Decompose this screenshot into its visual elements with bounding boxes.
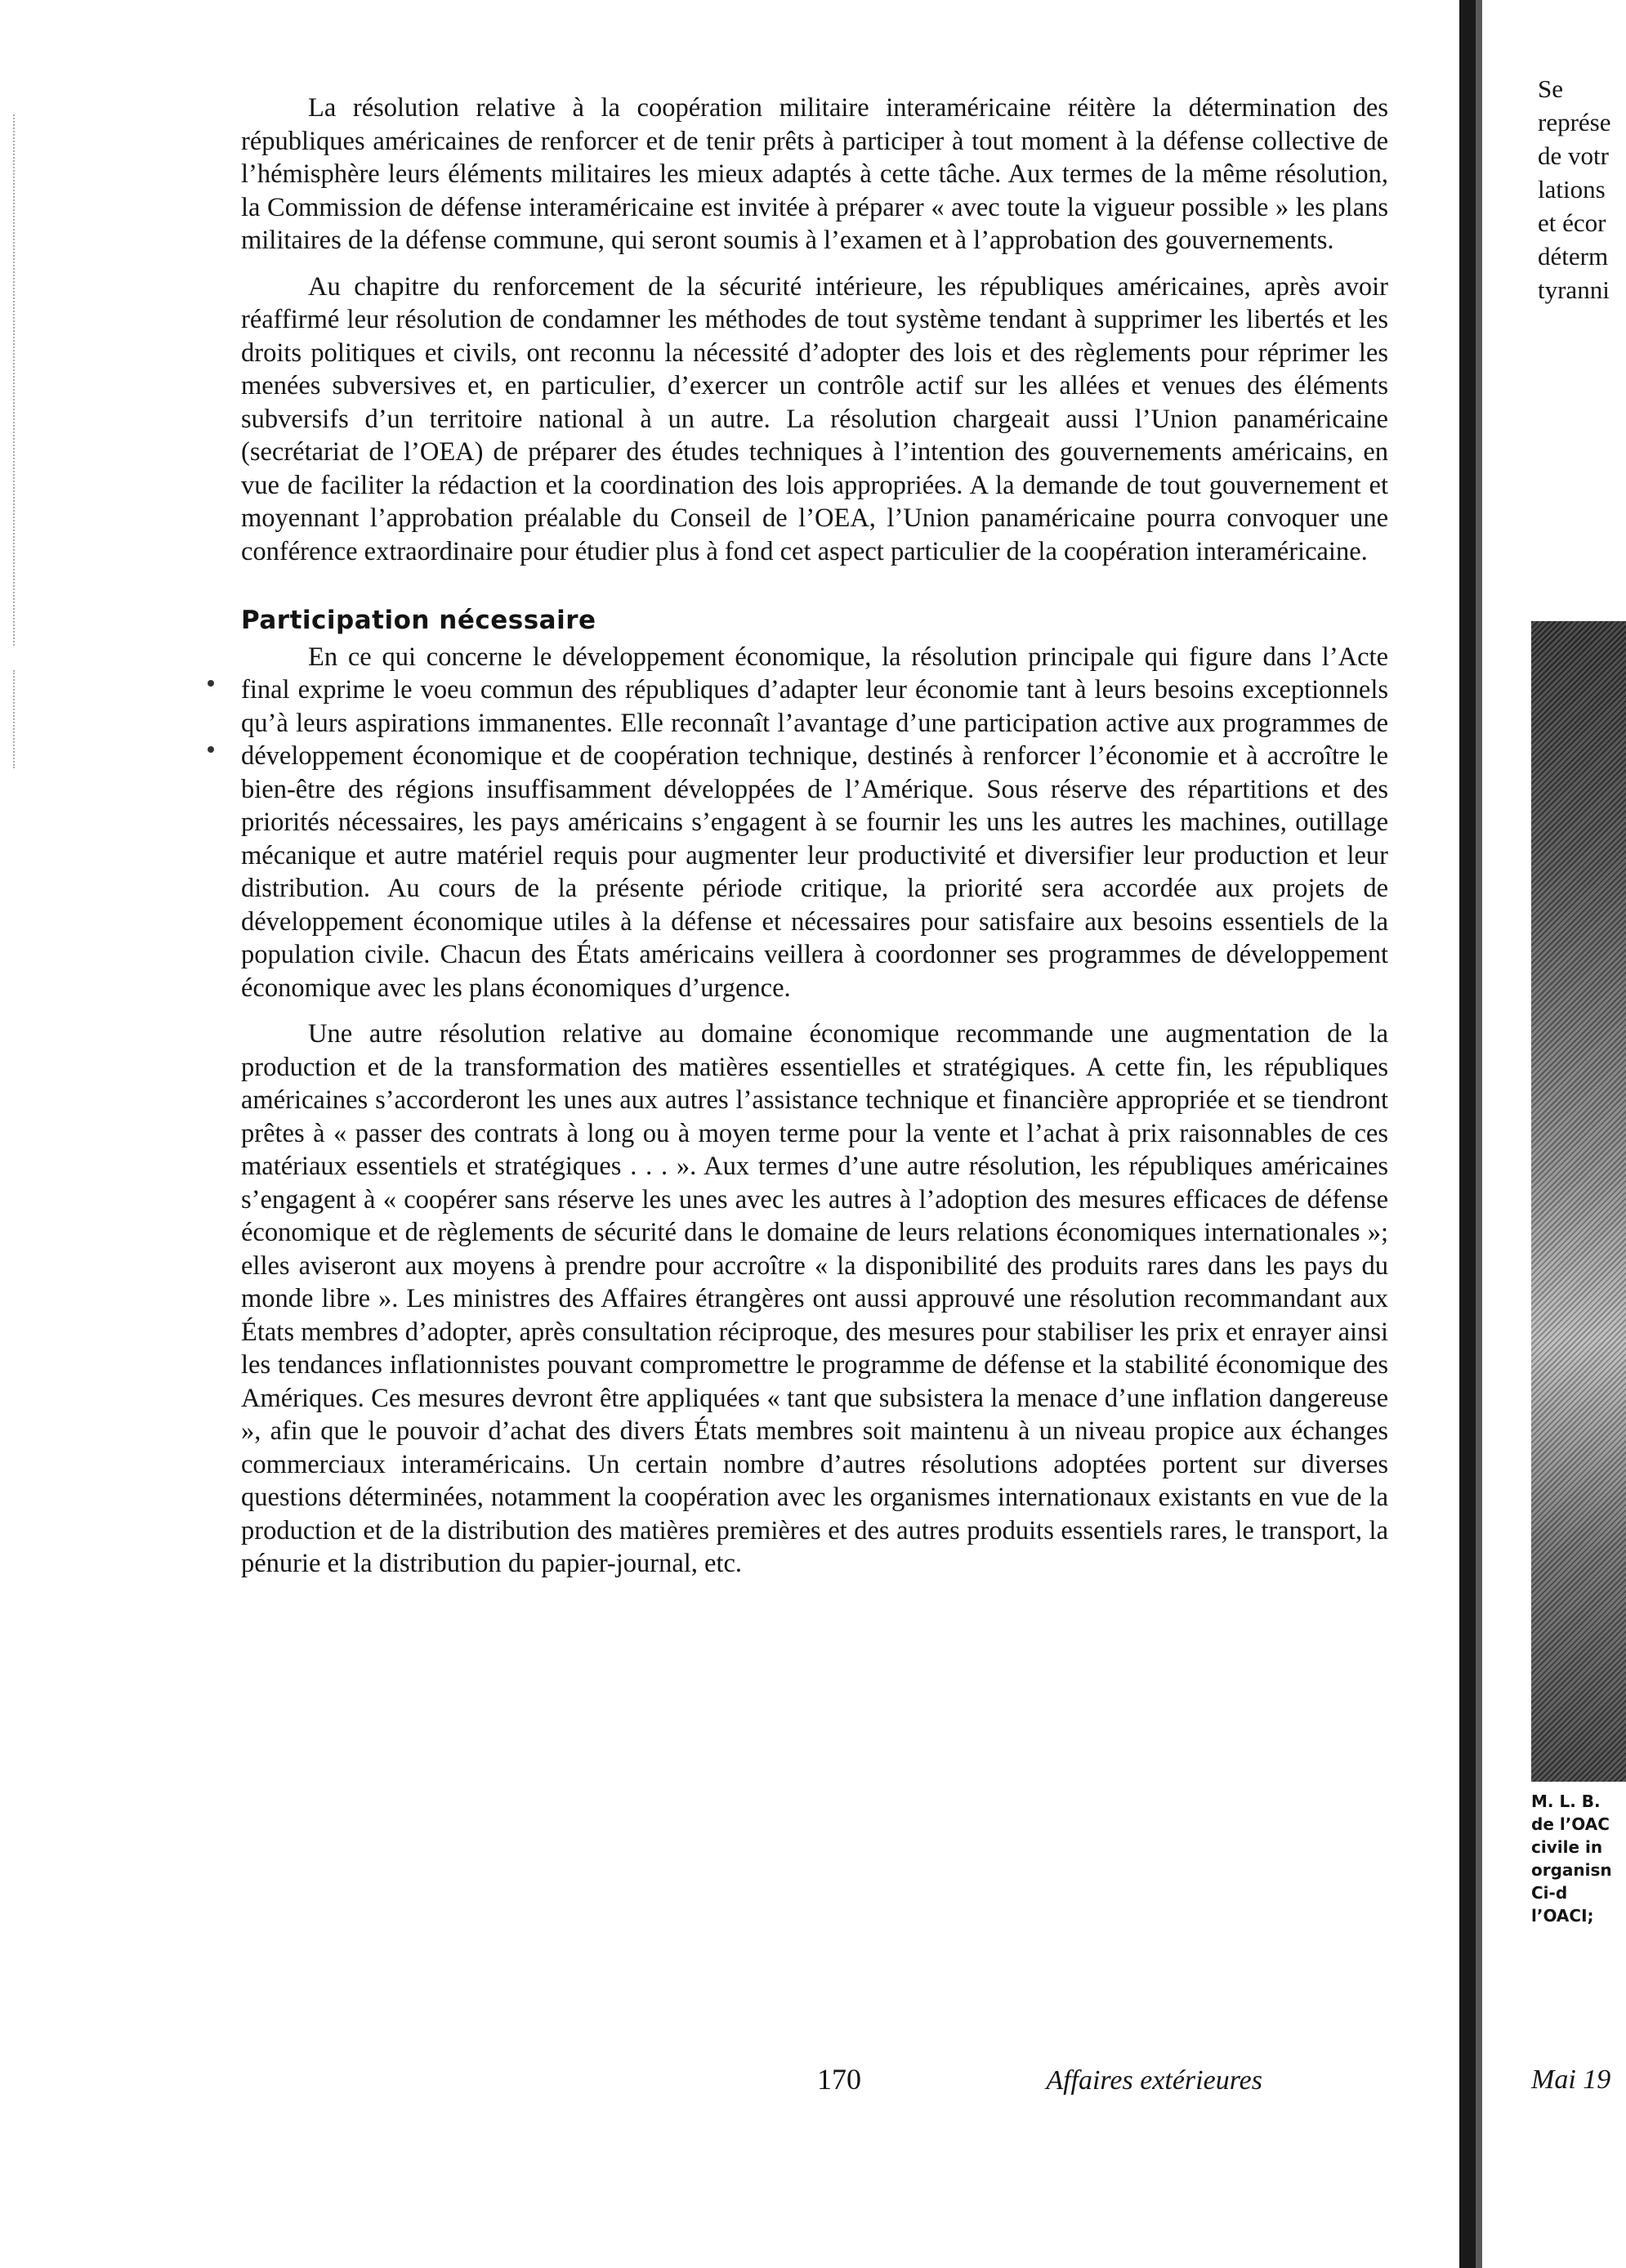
binding-dotted-line	[13, 670, 15, 768]
caption-line: l’OACI;	[1531, 1906, 1594, 1926]
paragraph-strategic-materials: Une autre résolution relative au domaine économique recommande une augmentation de la production et de la transformation des matières essentielles et stratégiques. A cette fin, les républiques américaines s’accorderont les unes aux autres l’assistance technique et financière appropriée et se tiendront prêtes à « passer des contrats à long ou à moyen terme pour la vente et l’achat à prix raisonnables de ces matériaux essentiels et stratégiques . . . ». Aux termes d’une autre résolution, les républiques américaines s’engagent à « coopérer sans réserve les unes avec les autres à l’adoption des mesures efficaces de défense économique et de règlements de sécurité dans le domaine de leurs relations économiques internationales »; elles aviseront aux moyens à prendre pour accroître « la disponibilité des produits rares dans les pays du monde libre ». Les ministres des Affaires étrangères ont aussi approuvé une résolution recommandant aux États membres d’adopter, après consultation réciproque, des mesures pour stabiliser les prix et enrayer ainsi les tendances inflationnistes pouvant compromettre le programme de défense et la stabilité économique des Amériques. Ces mesures devront être appliquées « tant que subsistera la menace d’une inflation dangereuse », afin que le pouvoir d’achat des divers États membres soit maintenu à un niveau propice aux échanges commerciaux interaméricains. Un certain nombre d’autres résolutions adoptées portent sur diverses questions déterminées, notamment la coopération avec les organismes internationaux existants en vue de la production et de la distribution des matières premières et des autres produits essentiels rares, le transport, la pénurie et la distribution du papier-journal, etc.	[241, 1019, 1388, 1578]
facing-page-footer: Mai 19	[1531, 2064, 1611, 2095]
binding-hole-mark	[208, 680, 214, 687]
binding-dotted-line	[13, 114, 15, 646]
caption-line: civile in	[1531, 1837, 1603, 1857]
facing-page-photo	[1531, 621, 1626, 1782]
facing-page	[1482, 0, 1626, 2268]
facing-text-line: de votr	[1538, 141, 1609, 170]
page-number: 170	[817, 2063, 861, 2096]
photo-caption	[1531, 1790, 1612, 1927]
facing-text-line: Se	[1538, 74, 1563, 103]
facing-text-line: représe	[1538, 108, 1611, 136]
caption-line: M. L. B.	[1531, 1792, 1601, 1811]
page-footer	[0, 2062, 1469, 2103]
caption-line: Ci-d	[1531, 1883, 1568, 1903]
book-gutter	[1459, 0, 1476, 2268]
paragraph-military-cooperation: La résolution relative à la coopération militaire interaméricaine réitère la détermination des républiques américaines de renforcer et de tenir prêts à participer à tout moment à la défense collective de l’hémisphère leurs éléments militaires les mieux adaptés à cette tâche. Aux termes de la même résolution, la Commission de défense interaméricaine est invitée à préparer « avec toute la vigueur possible » les plans militaires de la défense commune, qui seront soumis à l’examen et à l’approbation des gouvernements.	[241, 93, 1388, 255]
facing-text-line: lations	[1538, 175, 1606, 204]
publication-name: Affaires extérieures	[1046, 2065, 1262, 2096]
paragraph-economic-development: En ce qui concerne le développement économique, la résolution principale qui figure dans l’Acte final exprime le voeu commun des républiques d’adapter leur économie tant à leurs besoins exceptionnels qu’à leurs aspirations immanentes. Elle reconnaît l’avantage d’une participation active aux programmes de développement économique et de coopération technique, destinés à renforcer l’économie et à accroître le bien-être des régions insuffisamment développées de l’Amérique. Sous réserve des répartitions et des priorités nécessaires, les pays américains s’engagent à se fournir les uns les autres les machines, outillage mécanique et autre matériel requis pour augmenter leur productivité et diversifier leur production et leur distribution. Au cours de la présente période critique, la priorité sera accordée aux projets de développement économique utiles à la défense et nécessaires pour satisfaire aux besoins essentiels de la population civile. Chacun des États américains veillera à coordonner ses programmes de développement économique avec les plans économiques d’urgence.	[241, 642, 1388, 1003]
facing-page-text	[1538, 72, 1611, 306]
binding-hole-mark	[208, 746, 214, 753]
book-gutter-shadow	[1476, 0, 1482, 2268]
section-heading: Participation nécessaire	[241, 606, 596, 635]
facing-text-line: déterm	[1538, 242, 1609, 271]
caption-line: de l’OAC	[1531, 1814, 1610, 1834]
caption-line: organisn	[1531, 1860, 1612, 1880]
facing-text-line: et écor	[1538, 208, 1606, 237]
article-text-column	[241, 92, 1388, 1594]
facing-text-line: tyranni	[1538, 275, 1610, 304]
paragraph-internal-security: Au chapitre du renforcement de la sécurité intérieure, les républiques américaines, après avoir réaffirmé leur résolution de condamner les méthodes de tout système tendant à supprimer les libertés et les droits politiques et civils, ont reconnu la nécessité d’adopter des lois et des règlements pour réprimer les menées subversives et, en particulier, d’exercer un contrôle actif sur les allées et venues des éléments subversifs d’un territoire national à un autre. La résolution chargeait aussi l’Union panaméricaine (secrétariat de l’OEA) de préparer des études techniques à l’intention des gouvernements américains, en vue de faciliter la rédaction et la coordination des lois appropriées. A la demande de tout gouvernement et moyennant l’approbation préalable du Conseil de l’OEA, l’Union panaméricaine pourra convoquer une conférence extraordinaire pour étudier plus à fond cet aspect particulier de la coopération interaméricaine.	[241, 271, 1388, 566]
